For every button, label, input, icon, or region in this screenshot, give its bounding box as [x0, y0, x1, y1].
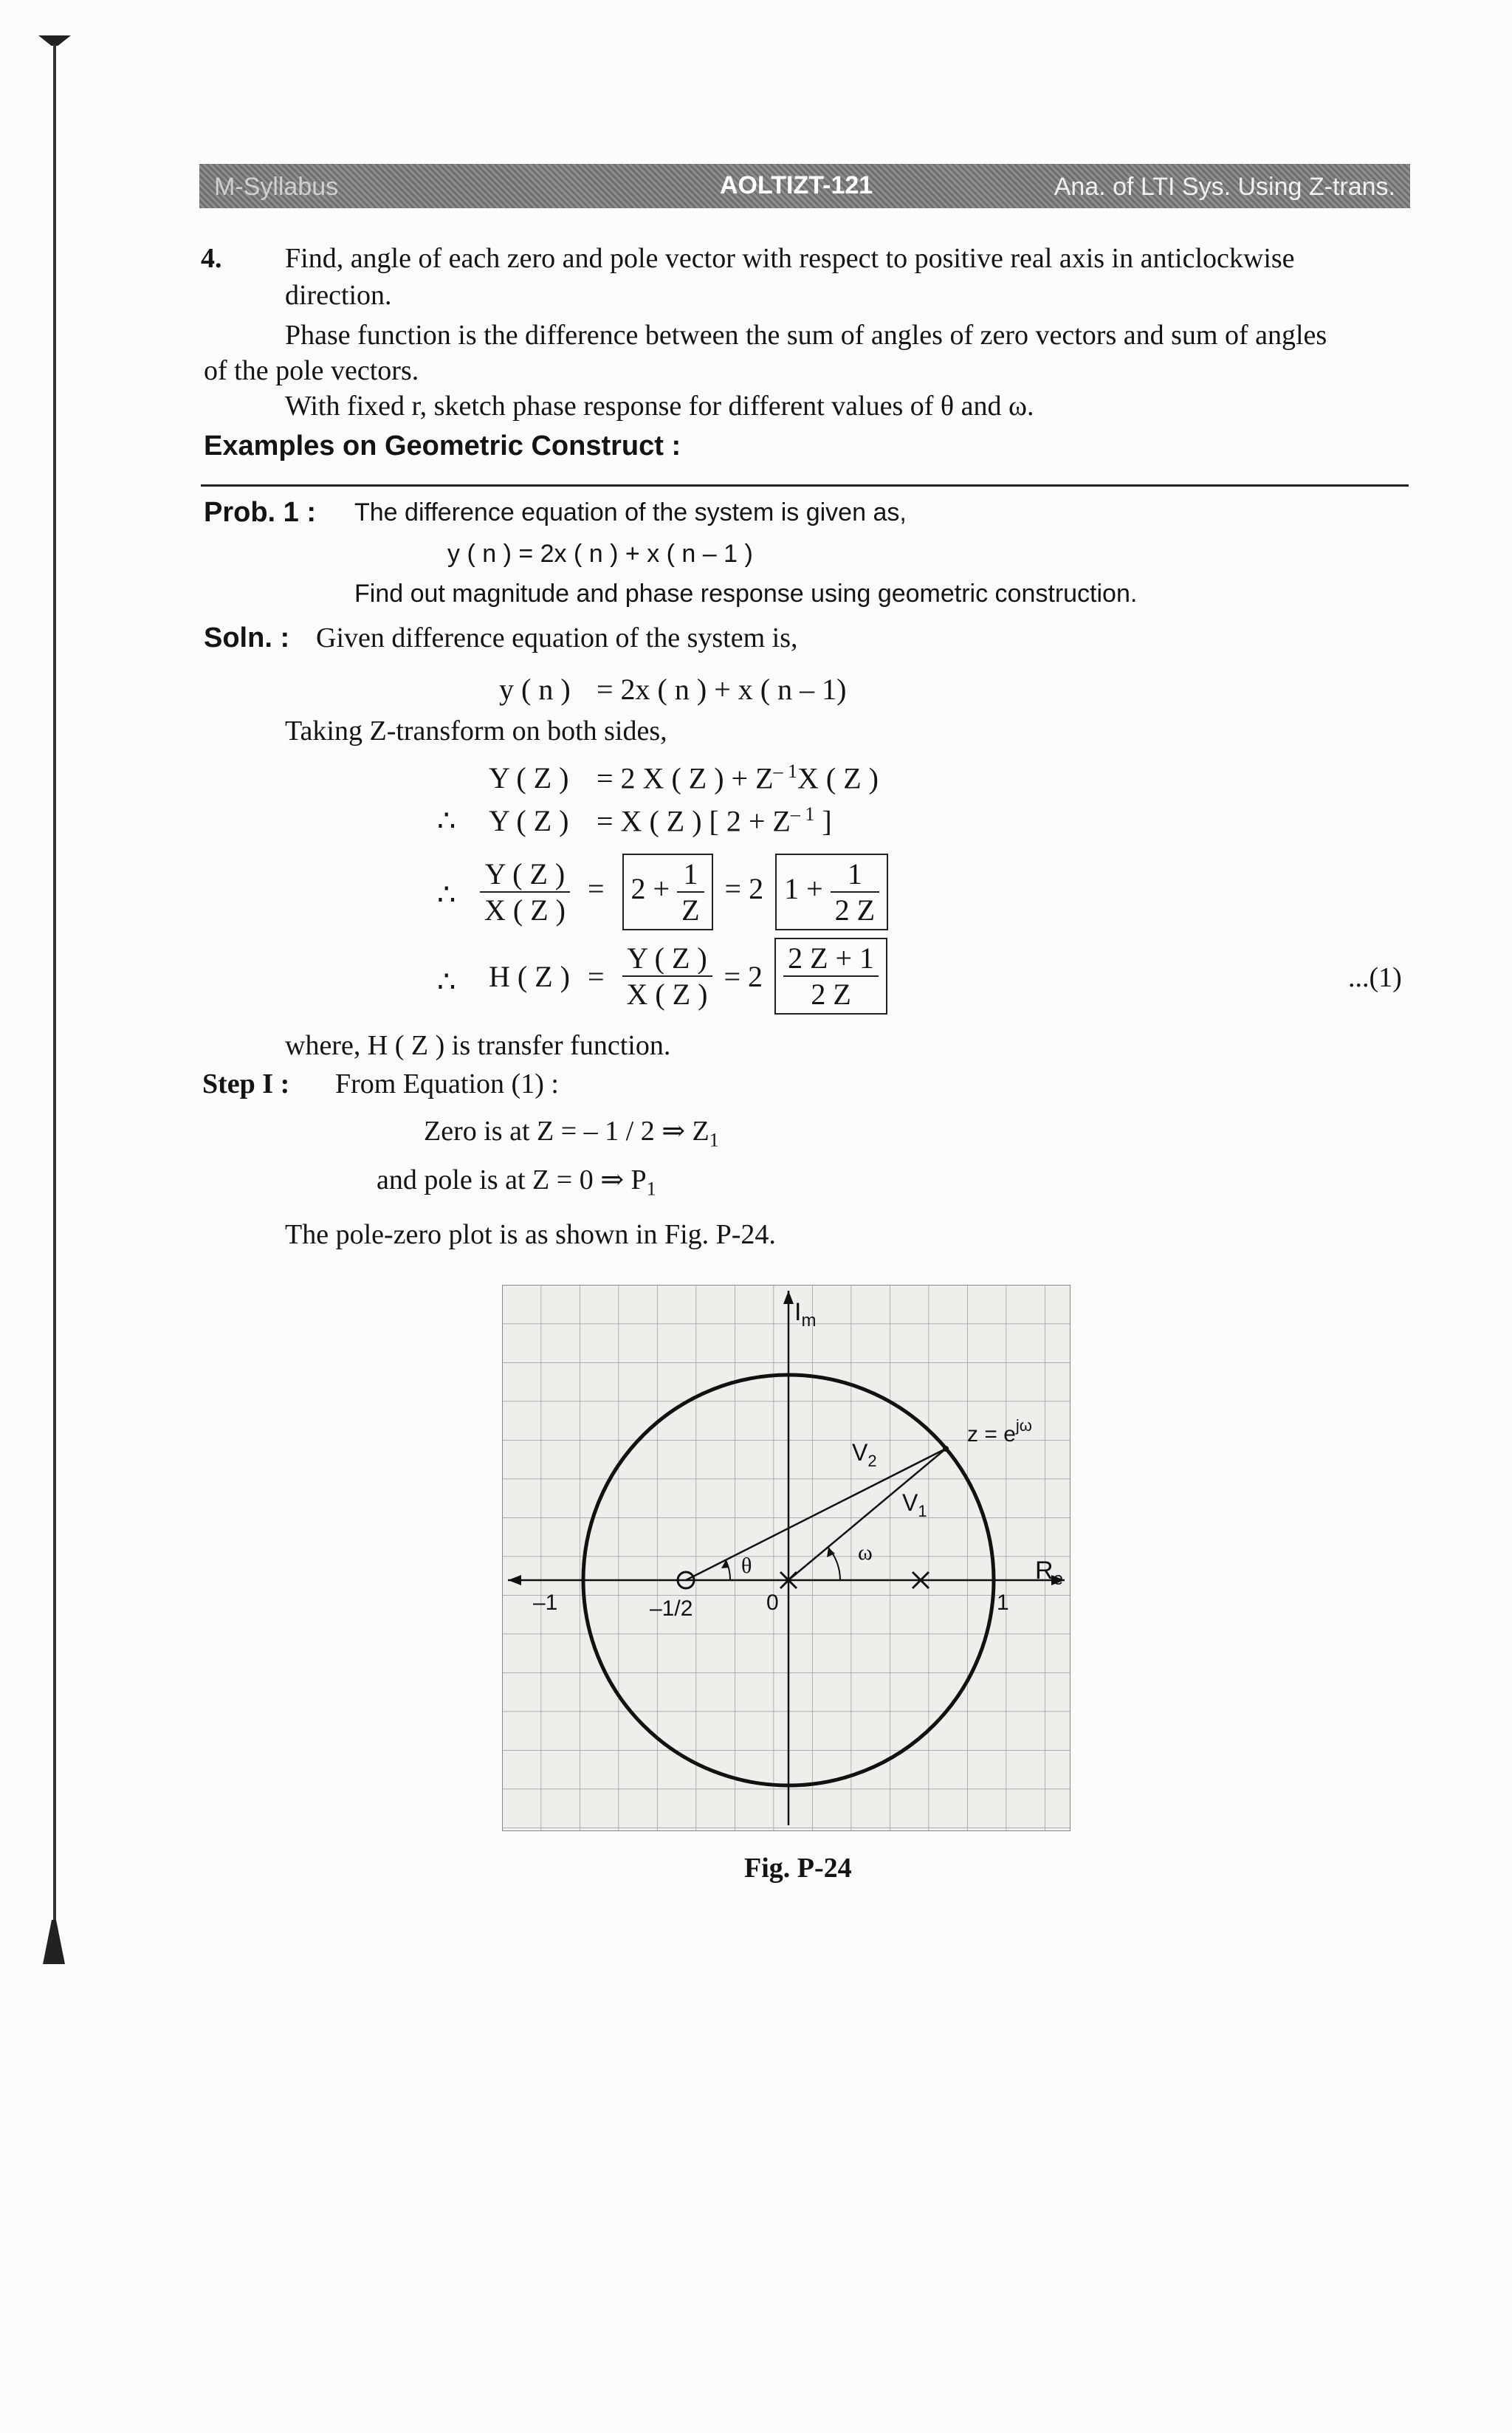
section-divider: [201, 484, 1409, 487]
eq4: $\frac{Y ( Z )}{X ( Z )}$ = 2 + $\frac{1}{Z}$ = 2 1 + $\frac{1}{2 Z}$: [480, 854, 888, 930]
therefore-2: ∴: [437, 878, 456, 911]
step4-line1: Find, angle of each zero and pole vector with respect to positive real axis in anticlockwise: [285, 243, 1295, 274]
point-on-circle: [943, 1446, 949, 1452]
soln-eq-rhs: = 2x ( n ) + x ( n – 1): [597, 673, 847, 706]
header-right: Ana. of LTI Sys. Using Z-trans.: [1054, 173, 1395, 201]
binding-line: [53, 44, 56, 1949]
prob-equation: y ( n ) = 2x ( n ) + x ( n – 1 ): [447, 540, 753, 568]
eq2-lhs: Y ( Z ): [489, 761, 569, 795]
prob-task: Find out magnitude and phase response using geometric construction.: [354, 580, 1138, 608]
v1-label: $V_1$: [902, 1489, 927, 1520]
section-title: Examples on Geometric Construct :: [204, 430, 681, 461]
pole-zero-plot: [502, 1285, 1071, 1831]
soln-eq-lhs: y ( n ): [499, 673, 571, 706]
z-label: $z = e^{j\omega}$: [967, 1416, 1032, 1447]
v2-label: $V_2$: [852, 1439, 877, 1470]
equation-reference: ...(1): [1348, 962, 1402, 993]
tick-one: 1: [997, 1590, 1009, 1615]
step4-line2: direction.: [285, 280, 392, 311]
where-text: where, H ( Z ) is transfer function.: [285, 1030, 671, 1061]
header-left: M-Syllabus: [214, 173, 339, 201]
phase-line2: of the pole vectors.: [204, 355, 419, 386]
binding-mark-bottom: [43, 1920, 65, 1964]
tick-minus-one: –1: [533, 1590, 558, 1615]
plot-reference: The pole-zero plot is as shown in Fig. P-24.: [285, 1219, 776, 1250]
prob-label: Prob. 1 :: [204, 497, 317, 528]
zero-location: Zero is at Z = – 1 / 2 ⇒ $Z_1$: [424, 1116, 719, 1151]
tick-zero: 0: [766, 1590, 779, 1615]
im-label: $I_m$: [794, 1298, 817, 1331]
header-code: AOLTIZT-121: [720, 171, 873, 199]
taking-z-transform: Taking Z-transform on both sides,: [285, 716, 667, 747]
therefore-3: ∴: [437, 965, 456, 998]
therefore-1: ∴: [437, 804, 456, 837]
prob-text: The difference equation of the system is given as,: [354, 498, 907, 526]
tick-minus-half: –1/2: [650, 1596, 693, 1621]
running-header: [199, 164, 1410, 208]
theta-label: θ: [741, 1554, 752, 1578]
pole-location: and pole is at Z = 0 ⇒ $P_1$: [377, 1164, 656, 1200]
phase-line1: Phase function is the difference between the sum of angles of zero vectors and sum of angles: [285, 320, 1327, 351]
figure-caption: Fig. P-24: [744, 1853, 852, 1884]
fixed-r-line: With fixed r, sketch phase response for different values of θ and ω.: [285, 391, 1034, 422]
step1-text: From Equation (1) :: [335, 1068, 559, 1099]
soln-text: Given difference equation of the system is,: [316, 622, 798, 653]
eq5: H ( Z ) = $\frac{Y ( Z )}{X ( Z )}$ = 2 $\frac{2 Z + 1}{2 Z}$: [489, 938, 887, 1015]
step1-label: Step I :: [202, 1068, 290, 1099]
step-number: 4.: [201, 243, 222, 274]
soln-label: Soln. :: [204, 622, 290, 653]
omega-label: ω: [858, 1540, 873, 1565]
grid: [502, 1285, 1071, 1831]
eq2-rhs: = 2 X ( Z ) + $Z^{- 1}X$ ( Z ): [597, 761, 879, 795]
eq3-rhs: = X ( Z ) [ $2 + Z^{- 1}$ ]: [597, 803, 832, 838]
re-label: $R_e$: [1035, 1557, 1063, 1589]
eq3-lhs: Y ( Z ): [489, 804, 569, 837]
